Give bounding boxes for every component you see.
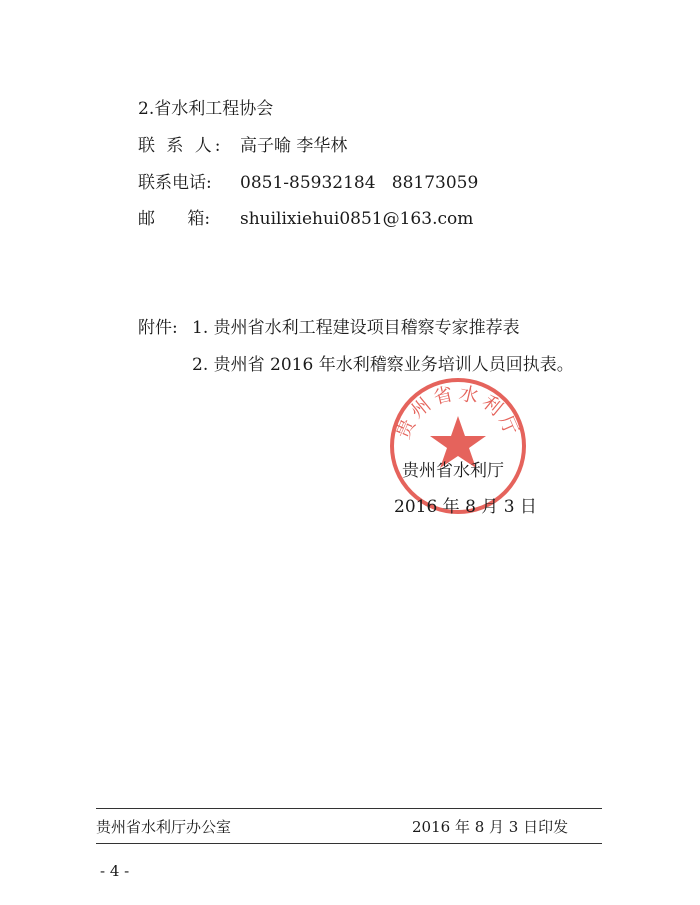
contact-person-label: 联 系 人: xyxy=(138,136,224,156)
seal-text: 贵州省水利厅 xyxy=(392,382,524,443)
org-heading: 2.省水利工程协会 xyxy=(138,99,274,119)
page-number: - 4 - xyxy=(100,862,130,880)
issue-date: 2016 年 8 月 3 日 xyxy=(394,497,537,517)
phone-label: 联系电话: xyxy=(138,173,212,193)
attachments-label: 附件: xyxy=(138,318,178,338)
email-value: shuilixiehui0851@163.com xyxy=(240,209,474,229)
attachment-item-1: 1. 贵州省水利工程建设项目稽察专家推荐表 xyxy=(192,318,520,338)
phone-value: 0851-85932184 88173059 xyxy=(240,173,479,193)
footer-top-rule xyxy=(96,808,602,809)
attachment-item-2: 2. 贵州省 2016 年水利稽察业务培训人员回执表。 xyxy=(192,355,574,375)
issuer-name: 贵州省水利厅 xyxy=(402,461,504,481)
email-label: 邮 箱: xyxy=(138,209,211,229)
footer-office: 贵州省水利厅办公室 xyxy=(96,818,232,836)
footer-bottom-rule xyxy=(96,843,602,844)
contact-person-value: 高子喻 李华林 xyxy=(240,136,348,156)
footer-issue-date: 2016 年 8 月 3 日印发 xyxy=(412,818,569,836)
official-seal xyxy=(388,376,528,516)
